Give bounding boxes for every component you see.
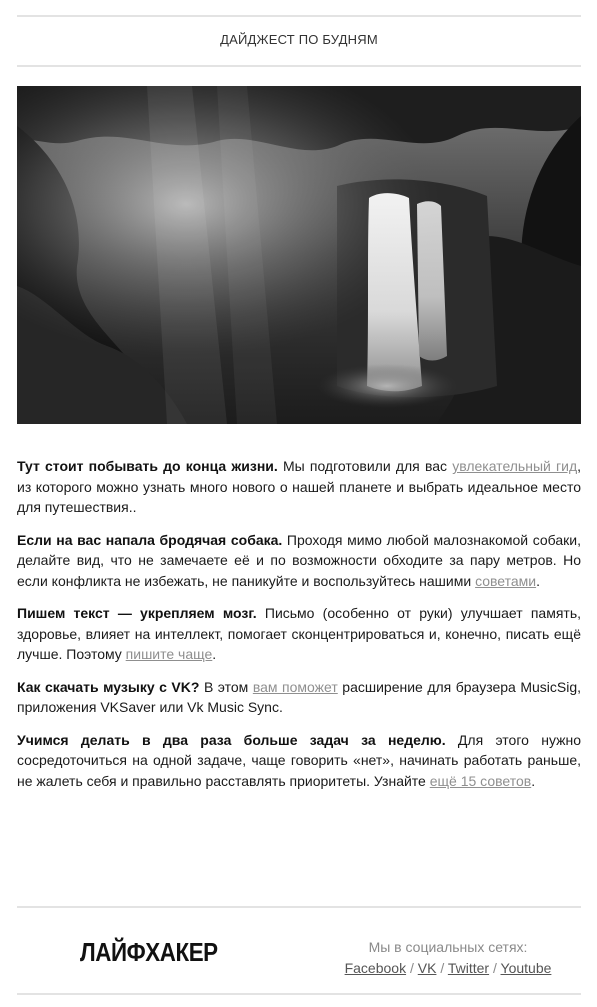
hero-image xyxy=(17,86,581,424)
twitter-link[interactable]: Twitter xyxy=(447,960,490,976)
facebook-link[interactable]: Facebook xyxy=(344,960,407,976)
article-link[interactable]: пишите чаще xyxy=(125,646,213,662)
article-text: В этом xyxy=(199,678,253,695)
article-heading: Если на вас напала бродячая собака. xyxy=(17,531,283,548)
digest-title: ДАЙДЖЕСТ ПО БУДНЯМ xyxy=(220,32,378,47)
social-links xyxy=(317,958,579,979)
article-link[interactable]: увлекательный гид xyxy=(452,458,578,474)
article-text: Мы подготовили для вас xyxy=(277,458,453,474)
youtube-link[interactable]: Youtube xyxy=(500,960,552,976)
link-separator: / xyxy=(489,960,501,976)
title-divider xyxy=(17,65,581,67)
article-text: Проходя мимо любой малознакомой собаки, делайте вид, что не замечаете её и по возможности обходите за пару метров. Но если конфликта не избежать, не паникуйте и воспользуйтесь нашими xyxy=(17,531,581,589)
link-separator: / xyxy=(436,960,448,976)
bottom-divider xyxy=(17,993,581,995)
article-item xyxy=(17,530,581,592)
article-link[interactable]: вам поможет xyxy=(252,678,338,695)
article-heading: Тут стоит побывать до конца жизни. xyxy=(17,458,278,474)
article-text: , из которого можно узнать много нового о нашей планете и выбрать идеальное место для путешествия.. xyxy=(17,458,582,515)
waterfall-photo xyxy=(17,86,581,424)
article-text: . xyxy=(536,572,540,589)
footer-divider xyxy=(17,906,581,908)
lifehacker-logo[interactable]: ЛАЙФХАКЕР xyxy=(80,937,218,967)
article-text: Для этого нужно сосредоточиться на одной задаче, чаще говорить «нет», начинать работать раньше, не жалеть себя и правильно расставлять приоритеты. Узнайте xyxy=(17,731,581,789)
article-text: Письмо (особенно от руки) улучшает память, здоровье, влияет на интеллект, помогает сконцентрироваться и, конечно, писать ещё лучше. Поэтому xyxy=(17,605,582,662)
article-list xyxy=(17,456,581,803)
article-text: расширение для браузера MusicSig, приложения VKSaver или Vk Music Sync. xyxy=(17,678,582,715)
social-links-block xyxy=(317,937,579,979)
article-heading: Учимся делать в два раза больше задач за неделю. xyxy=(17,731,446,748)
article-item xyxy=(17,456,581,518)
article-heading: Пишем текст — укрепляем мозг. xyxy=(17,605,257,621)
article-link[interactable]: ещё 15 советов xyxy=(429,772,532,789)
article-heading: Как скачать музыку с VK? xyxy=(17,678,200,695)
article-text: . xyxy=(531,772,536,789)
article-item xyxy=(17,730,581,792)
vk-link[interactable]: VK xyxy=(417,960,437,976)
article-item xyxy=(17,603,581,665)
article-text: . xyxy=(212,646,217,662)
social-label: Мы в социальных сетях: xyxy=(368,939,528,955)
link-separator: / xyxy=(406,960,418,976)
top-divider xyxy=(17,15,581,17)
article-link[interactable]: советами xyxy=(475,572,537,589)
article-item xyxy=(17,677,581,718)
